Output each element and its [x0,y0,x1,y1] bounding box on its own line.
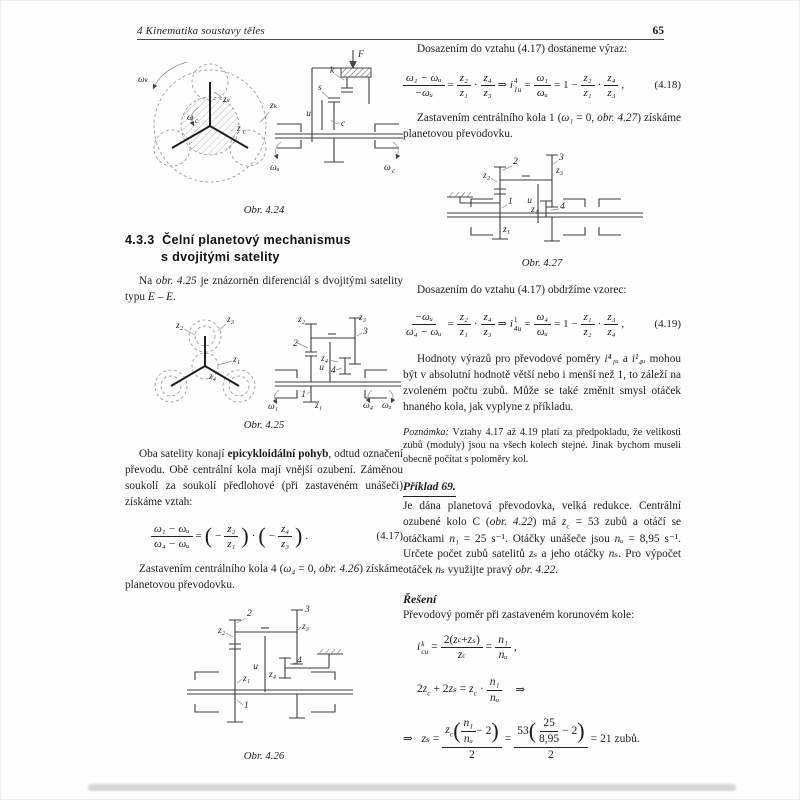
fig426-label-3: 3 [305,604,310,615]
solution-equation-3: ⇒ zₛ = $z_c$ ( $\frac{\text{n₁}}{\text{nᵤ}}$ − 2 ) 2 = 53 ( $\frac{25}{8,95}$ − 2 ) 2 = 21 zubů. [403,717,640,761]
fig425-label-z3: z₃ [359,312,366,323]
figure-4-24 [125,46,403,218]
paragraph-poznamka: Poznámka: Vztahy 4.17 až 4.19 platí za předpokladu, že velikosti zubů (moduly) jsou na všech kolech stejné. Jinak bychom museli obecně počítat s poloměry kol. [403,426,681,466]
solution-intro: Převodový poměr při zastaveném korunovém kole: [403,608,635,621]
fig425-label-z1-front: z₁ [233,354,240,365]
figure-4-26-caption: Obr. 4.26 [243,749,285,762]
fig427-label-z4: z₄ [531,205,538,216]
fig425-label-4: 4 [331,365,336,376]
paragraph-dosazenim-1: Dosazením do vztahu (4.17) dostaneme výraz: [417,43,628,55]
equation-4-19: $\frac{\text{−ωᵤ}}{\text{ω₄ − ωᵤ}}$ = $\frac{\text{z₂}}{\text{z₁}}$ · $\frac{\text{z₄}}{\text{z₃}}$ ⇒ i 1 4u = $\frac{\text{ω₄}}{\text{ωᵤ}}$ = 1 − $\frac{\text{z₁}}{\text{z₂}}$ · $\frac{\text{z₃}}{\text{z₄}}$ , (4.19) [406,310,681,339]
fig424-label-omega-c-front: ω [187,113,194,123]
fig425-label-u: u [319,362,324,373]
fig427-label-z3: z₃ [556,166,563,177]
fig425-label-1: 1 [301,389,306,400]
page-number: 65 [652,25,664,37]
solution-equation-1: i k cu = 2( z c + zₛ ) z c = $\frac{\text{n₁}}{\text{nᵤ}}$ , [417,633,517,662]
fig425-label-z4-front: z₄ [209,371,216,382]
svg-text:c: c [243,128,247,136]
fig427-label-3: 3 [559,153,564,164]
fig424-label-omega-k: ωₖ [138,75,149,85]
fig425-label-z4: z₄ [321,353,328,364]
figure-4-25-caption: Obr. 4.25 [243,419,285,432]
scan-artifact-band [88,784,736,791]
fig426-label-z1: z₁ [243,673,250,684]
fig425-label-omega-u: ωᵤ [382,400,392,411]
section-number: 4.3.3 [125,232,155,247]
fig425-label-z3-front: z₃ [227,314,234,325]
fig424-label-omega-c: ω [384,163,391,173]
fig425-label-2: 2 [293,338,298,349]
fig424-label-u: u [306,109,311,119]
fig424-label-z-k: zₖ [270,101,278,111]
fig426-label-1: 1 [244,700,249,711]
example-69-title: Příklad 69. [403,479,456,497]
fig426-label-z3: z₃ [302,621,309,632]
fig424-label-c: c [341,119,346,129]
figure-4-26-drawing [125,602,403,742]
paragraph-oba-satelity: Oba satelity konají epicykloidální pohyb, odtud označení převodu. Obě centrální kola mají vnější ozubení. Záměnou soukolí za soukolí předlohové (při zastaveném unášeči) získáme vztah: [125,448,403,508]
fig424-label-k: k [330,66,335,76]
paragraph-intro: Na obr. 4.25 je znázorněn diferenciál s dvojitými satelity typu E – E. [125,274,403,303]
figure-4-27 [403,151,681,271]
svg-text:c: c [195,117,199,125]
paragraph-zastavenim-427: Zastavením centrálního kola 1 (ω₁ = 0, obr. 4.27) získáme planetovou převodovku. [403,112,681,141]
fig425-label-3: 3 [363,326,368,337]
figure-4-26 [125,602,403,764]
figure-4-27-drawing [403,151,681,249]
page-header [137,25,664,37]
equation-tag: (4.18) [654,79,681,92]
fig425-label-z2: z₂ [298,314,305,325]
fig424-label-z-s: zₛ [223,95,230,105]
example-69-text: Je dána planetová převodovka, velká redukce. Centrální ozubené kolo C (obr. 4.22) má $z_c = 53$ zubů a otáčí se otáčkami n₁ = 25 s⁻¹. Otáčky unášeče jsou nᵤ = 8,95 s⁻¹. Určete počet zubů satelitů zₛ a jeho otáčky nₛ. Pro výpočet otáček nₛ využijte pravý obr. 4.22. [403,500,682,577]
fig424-label-omega-u: ωᵤ [270,163,280,173]
paragraph-zastavenim-426: Zastavením centrálního kola 4 (ω₄ = 0, obr. 4.26) získáme planetovou převodovku. [125,563,403,592]
figure-4-24-caption: Obr. 4.24 [243,203,285,216]
paragraph-dosazenim-2: Dosazením do vztahu (4.17) obdržíme vzorec: [417,283,627,296]
paragraph-hodnoty: Hodnoty výrazů pro převodové poměry i⁴₁ᵤ a i¹₄ᵤ mohou být v absolutní hodnotě větší nebo i menší než 1, to záleží na zvoleném počtu zubů. Může se také změnit smysl otáček hnaného kola, jak vyplyne z příkladu. [403,353,681,413]
section-heading-4-3-3: 4.3.3 Čelní planetový mechanismus s dvojitými satelity [125,232,351,264]
svg-text:c: c [392,167,396,175]
fig426-label-z2: z₂ [218,625,225,636]
fig426-label-z4: z₄ [269,669,276,680]
fig426-label-u: u [253,661,258,672]
header-rule [137,39,664,40]
fig424-label-F: F [358,50,364,60]
solution-title: Řešení [403,591,437,606]
example-69-heading [403,479,681,497]
right-column [403,42,681,762]
fig427-label-4: 4 [560,202,565,213]
equation-tag: (4.17) [376,530,403,543]
fig427-label-2: 2 [513,157,518,168]
fig427-label-1: 1 [508,197,513,208]
fig427-label-z2: z₂ [483,171,490,182]
solution-equation-2: $2z_c + 2z_s = z_c$ · $\frac{\text{n₁}}{\text{nᵤ}}$ ⇒ [417,676,526,705]
fig424-label-s: s [318,83,322,93]
equation-4-17: $\frac{\text{ω₁ − ωᵤ}}{\text{ω₄ − ωᵤ}}$ = ( − $\frac{\text{z₂}}{\text{z₁}}$ ) · ( − $\frac{\text{z₄}}{\text{z₃}}$ ) . (4.17) [125,523,403,551]
fig426-label-4: 4 [297,655,302,666]
fig425-label-omega4: ω₄ [363,400,374,411]
fig427-label-u: u [527,196,532,207]
running-title: 4 Kinematika soustavy těles [137,25,265,37]
figure-4-25-drawing [125,312,403,412]
fig425-label-omega1: ω₁ [268,401,279,412]
fig424-label-z-c: z [237,124,241,134]
fig426-label-2: 2 [247,608,252,619]
fig425-label-z2-front: z₂ [176,320,183,331]
figure-4-27-caption: Obr. 4.27 [521,256,563,269]
figure-4-24-drawing [125,46,403,196]
left-column [125,46,403,764]
equation-tag: (4.19) [654,318,681,331]
fig425-label-z1: z₁ [315,400,322,411]
equation-4-18: $\frac{\text{ω₁ − ωᵤ}}{\text{−ωᵤ}}$ = $\frac{\text{z₂}}{\text{z₁}}$ · $\frac{\text{z₄}}{\text{z₃}}$ ⇒ i 4 1u = $\frac{\text{ω₁}}{\text{ωᵤ}}$ = 1 − $\frac{\text{z₂}}{\text{z₁}}$ · $\frac{\text{z₄}}{\text{z₃}}$ , (4.18) [403,72,681,100]
fig427-label-z1: z₁ [503,225,510,236]
figure-4-25 [125,312,403,434]
